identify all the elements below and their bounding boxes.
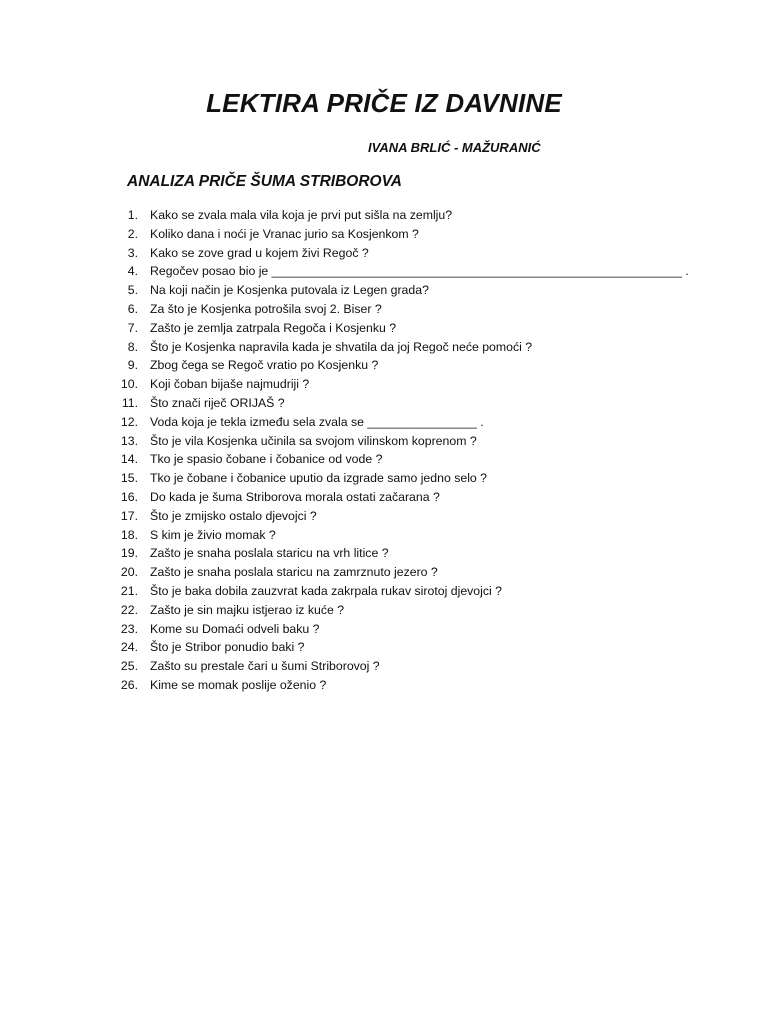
question-item: [108, 638, 689, 657]
question-number: 1.: [127, 208, 138, 222]
question-number: 22.: [120, 602, 138, 617]
question-text: Voda koja je tekla između sela zvala se ________________ .: [150, 414, 484, 429]
question-item: [108, 262, 689, 281]
question-item: [108, 356, 689, 375]
question-number: 12.: [120, 414, 138, 429]
question-item: [108, 300, 689, 319]
question-text: Regočev posao bio je ____________________________________________________________ .: [150, 264, 689, 279]
question-number: 5.: [127, 283, 138, 298]
question-number: 17.: [120, 508, 138, 523]
question-item: [108, 601, 689, 620]
question-number: 10.: [120, 377, 138, 392]
question-number: 26.: [120, 677, 138, 692]
question-text: Kime se momak poslije oženio ?: [150, 677, 327, 692]
question-text: Tko je čobane i čobanice uputio da izgrade samo jedno selo ?: [150, 471, 488, 486]
question-text: Kako se zvala mala vila koja je prvi put sišla na zemlju?: [150, 208, 453, 222]
question-text: Što znači riječ ORIJAŠ ?: [150, 395, 285, 410]
question-text: Koliko dana i noći je Vranac jurio sa Kosjenkom ?: [150, 226, 419, 241]
question-text: Tko je spasio čobane i čobanice od vode ?: [150, 452, 383, 467]
question-number: 19.: [120, 546, 138, 561]
question-item: [108, 319, 689, 338]
question-item: [108, 582, 689, 601]
question-item: [108, 225, 689, 244]
question-number: 2.: [127, 226, 138, 241]
question-text: Što je baka dobila zauzvrat kada zakrpala rukav sirotoj djevojci ?: [150, 583, 503, 598]
question-text: Što je Stribor ponudio baki ?: [150, 640, 305, 655]
question-item: [108, 507, 689, 526]
question-number: 11.: [121, 395, 138, 410]
question-number: 14.: [120, 452, 138, 467]
question-item: [108, 375, 689, 394]
question-text: Kome su Domaći odveli baku ?: [150, 621, 320, 636]
question-item: [108, 469, 689, 488]
question-list: [108, 206, 689, 695]
question-number: 18.: [120, 527, 138, 542]
question-number: 20.: [120, 565, 138, 580]
question-number: 6.: [127, 301, 138, 316]
question-text: Što je Kosjenka napravila kada je shvatila da joj Regoč neće pomoći ?: [150, 339, 533, 354]
question-number: 8.: [127, 339, 138, 354]
question-text: Kako se zove grad u kojem živi Regoč ?: [150, 245, 369, 260]
question-number: 21.: [120, 583, 138, 598]
question-number: 3.: [127, 245, 138, 260]
question-text: Zašto je snaha poslala staricu na vrh litice ?: [150, 546, 389, 561]
section-subtitle: ANALIZA PRIČE ŠUMA STRIBOROVA: [127, 173, 402, 190]
question-item: [108, 281, 689, 300]
question-item: [108, 544, 689, 563]
question-item: [108, 488, 689, 507]
question-text: Zašto je snaha poslala staricu na zamrznuto jezero ?: [150, 565, 438, 580]
question-text: Do kada je šuma Striborova morala ostati začarana ?: [150, 489, 440, 504]
question-text: Zbog čega se Regoč vratio po Kosjenku ?: [150, 358, 379, 373]
question-text: Na koji način je Kosjenka putovala iz Legen grada?: [150, 283, 429, 298]
question-number: 16.: [120, 489, 138, 504]
question-number: 7.: [127, 320, 138, 335]
question-text: Koji čoban bijaše najmudriji ?: [150, 377, 310, 392]
question-item: [108, 450, 689, 469]
question-number: 4.: [127, 264, 138, 279]
question-item: [108, 563, 689, 582]
question-item: [108, 676, 689, 695]
question-number: 25.: [120, 659, 138, 674]
author-line: IVANA BRLIĆ - MAŽURANIĆ: [368, 140, 541, 155]
question-item: [108, 432, 689, 451]
question-item: [108, 657, 689, 676]
question-text: Zašto su prestale čari u šumi Striborovoj ?: [150, 659, 380, 674]
question-item: [108, 244, 689, 263]
question-text: S kim je živio momak ?: [150, 527, 276, 542]
question-number: 15.: [120, 471, 138, 486]
document-title: LEKTIRA PRIČE IZ DAVNINE: [206, 88, 562, 118]
question-text: Što je vila Kosjenka učinila sa svojom vilinskom koprenom ?: [150, 433, 477, 448]
question-number: 24.: [120, 640, 138, 655]
question-text: Što je zmijsko ostalo djevojci ?: [150, 508, 317, 523]
question-item: [108, 206, 689, 225]
question-number: 13.: [120, 433, 138, 448]
question-item: [108, 620, 689, 639]
question-text: Za što je Kosjenka potrošila svoj 2. Biser ?: [150, 301, 382, 316]
question-text: Zašto je sin majku istjerao iz kuće ?: [150, 602, 345, 617]
question-item: [108, 394, 689, 413]
question-item: [108, 338, 689, 357]
question-item: [108, 413, 689, 432]
question-text: Zašto je zemlja zatrpala Regoča i Kosjenku ?: [150, 320, 397, 335]
question-number: 9.: [127, 358, 138, 373]
question-item: [108, 526, 689, 545]
question-number: 23.: [120, 621, 138, 636]
